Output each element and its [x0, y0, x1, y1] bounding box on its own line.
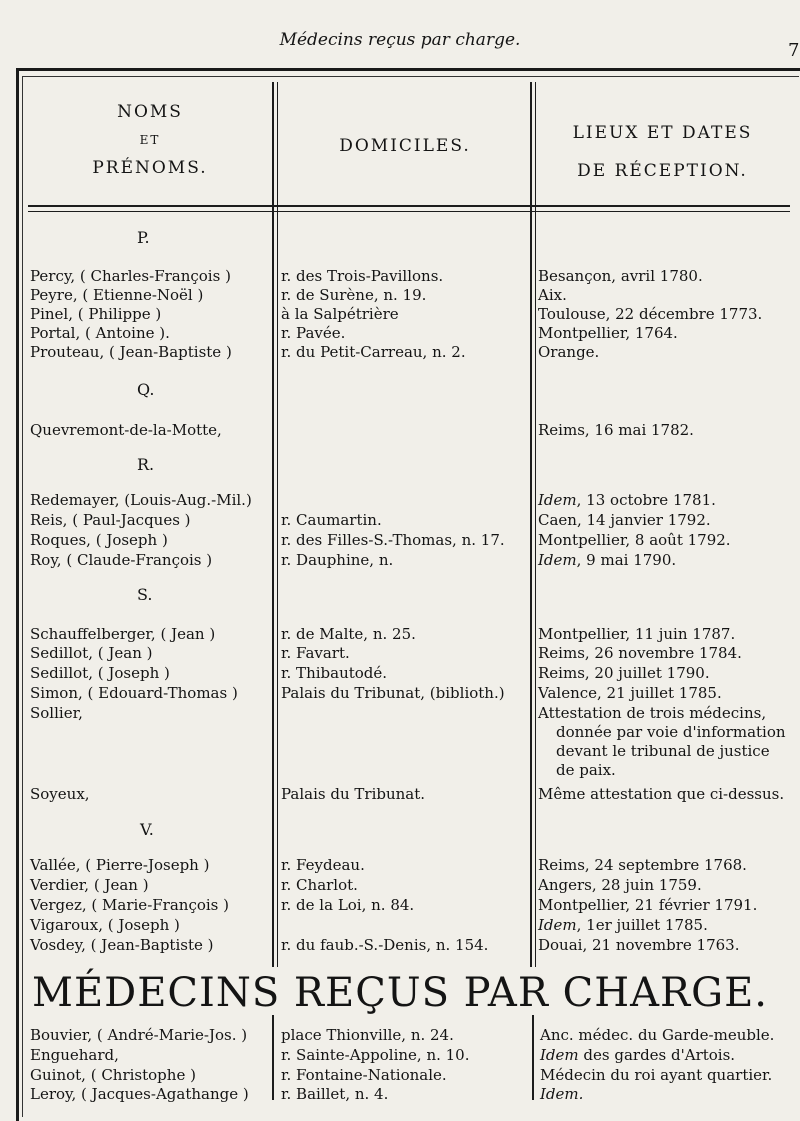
table-row — [0, 784, 800, 804]
charge-domicile: r. Baillet, n. 4. — [281, 1085, 389, 1103]
table-row — [0, 663, 800, 683]
entry-reception — [538, 915, 708, 935]
entry-domicile: r. Thibautodé. — [281, 664, 388, 682]
entry-name: Sedillot, ( Joseph ) — [30, 664, 170, 682]
entry-reception: Montpellier, 8 août 1792. — [538, 531, 731, 549]
entry-domicile: r. Charlot. — [281, 876, 358, 894]
idem-label: Idem — [538, 916, 577, 934]
table-row — [0, 683, 800, 703]
entry-name: Verdier, ( Jean ) — [30, 876, 149, 894]
charge-domicile: place Thionville, n. 24. — [281, 1026, 454, 1044]
idem-label: Idem — [538, 491, 577, 509]
entry-reception: Reims, 24 septembre 1768. — [538, 856, 747, 874]
idem-label: Idem. — [540, 1085, 584, 1103]
header-noms — [40, 98, 260, 182]
entry-reception — [538, 490, 716, 510]
entry-reception-continued: donnée par voie d'information — [556, 723, 786, 741]
entry-name: Quevremont-de-la-Motte, — [30, 421, 222, 439]
entry-domicile: r. du Petit-Carreau, n. 2. — [281, 343, 466, 361]
charge-name: Leroy, ( Jacques-Agathange ) — [30, 1085, 249, 1103]
entry-domicile: r. des Trois-Pavillons. — [281, 267, 444, 285]
entry-reception: Attestation de trois médecins, — [538, 704, 767, 722]
table-row — [0, 915, 800, 935]
entry-name: Sollier, — [30, 704, 83, 722]
entry-reception-continued: devant le tribunal de justice — [556, 742, 770, 760]
entry-reception: Reims, 20 juillet 1790. — [538, 664, 710, 682]
entry-name: Vosdey, ( Jean-Baptiste ) — [30, 936, 214, 954]
header-noms-line1: NOMS — [117, 102, 183, 122]
table-row — [0, 323, 800, 343]
table-row — [0, 285, 800, 305]
entry-domicile: r. de Surène, n. 19. — [281, 286, 427, 304]
table-row — [0, 420, 800, 440]
running-title: Médecins reçus par charge. — [279, 30, 521, 50]
entry-name: Sedillot, ( Jean ) — [30, 644, 153, 662]
entry-reception-text: , 13 octobre 1781. — [576, 491, 716, 509]
header-lieux-line1: LIEUX ET DATES — [572, 123, 753, 143]
entry-reception: Montpellier, 11 juin 1787. — [538, 625, 736, 643]
entry-reception: Toulouse, 22 décembre 1773. — [538, 305, 763, 323]
charge-row — [0, 1045, 800, 1065]
charge-name: Enguehard, — [30, 1046, 119, 1064]
letter-heading-s: S. — [137, 585, 153, 604]
entry-domicile: r. de Malte, n. 25. — [281, 625, 416, 643]
header-noms-line3: PRÉNOMS. — [92, 158, 208, 178]
table-row — [0, 722, 800, 742]
charge-office-text: des gardes d'Artois. — [578, 1046, 736, 1064]
idem-label: Idem — [540, 1046, 579, 1064]
entry-domicile: r. Favart. — [281, 644, 350, 662]
entry-domicile: r. Feydeau. — [281, 856, 365, 874]
entry-domicile: r. Dauphine, n. — [281, 551, 394, 569]
entry-name: Vallée, ( Pierre-Joseph ) — [30, 856, 210, 874]
entry-domicile: r. de la Loi, n. 84. — [281, 896, 415, 914]
charge-domicile: r. Fontaine-Nationale. — [281, 1066, 447, 1084]
entry-reception: Montpellier, 1764. — [538, 324, 678, 342]
table-row — [0, 624, 800, 644]
entry-domicile: r. Caumartin. — [281, 511, 382, 529]
entry-name: Reis, ( Paul-Jacques ) — [30, 511, 191, 529]
table-row — [0, 266, 800, 286]
letter-heading-v: V. — [140, 820, 154, 839]
entry-reception: Valence, 21 juillet 1785. — [538, 684, 722, 702]
entry-name: Roy, ( Claude-François ) — [30, 551, 213, 569]
table-row — [0, 741, 800, 761]
header-rule — [28, 205, 790, 207]
entry-name: Peyre, ( Etienne-Noël ) — [30, 286, 204, 304]
entry-name: Pinel, ( Philippe ) — [30, 305, 162, 323]
table-row — [0, 895, 800, 915]
table-row — [0, 703, 800, 723]
entry-reception-text: , 9 mai 1790. — [576, 551, 677, 569]
letter-heading-p: P. — [137, 228, 150, 247]
charge-row — [0, 1065, 800, 1085]
table-row — [0, 342, 800, 362]
header-rule-thin — [28, 211, 790, 212]
charge-office — [540, 1045, 735, 1065]
table-row — [0, 530, 800, 550]
letter-heading-q: Q. — [137, 380, 155, 399]
header-domiciles: DOMICILES. — [339, 136, 471, 156]
entry-name: Prouteau, ( Jean-Baptiste ) — [30, 343, 232, 361]
entry-name: Roques, ( Joseph ) — [30, 531, 168, 549]
letter-heading-r: R. — [137, 455, 155, 474]
header-lieux — [540, 114, 785, 190]
charge-office: Anc. médec. du Garde-meuble. — [540, 1026, 775, 1044]
table-row — [0, 510, 800, 530]
entry-reception: Caen, 14 janvier 1792. — [538, 511, 711, 529]
table-row — [0, 935, 800, 955]
entry-reception: Besançon, avril 1780. — [538, 267, 703, 285]
entry-domicile: r. du faub.-S.-Denis, n. 154. — [281, 936, 489, 954]
entry-reception: Reims, 16 mai 1782. — [538, 421, 694, 439]
charge-row — [0, 1025, 800, 1045]
charge-name: Bouvier, ( André-Marie-Jos. ) — [30, 1026, 248, 1044]
entry-name: Soyeux, — [30, 785, 90, 803]
section-title: MÉDECINS REÇUS PAR CHARGE. — [31, 970, 769, 1016]
table-row — [0, 643, 800, 663]
entry-name: Vigaroux, ( Joseph ) — [30, 916, 180, 934]
table-row — [0, 304, 800, 324]
entry-reception: Angers, 28 juin 1759. — [538, 876, 702, 894]
entry-reception: Reims, 26 novembre 1784. — [538, 644, 742, 662]
entry-domicile: Palais du Tribunat, (biblioth.) — [281, 684, 505, 702]
entry-name: Vergez, ( Marie-François ) — [30, 896, 229, 914]
charge-row — [0, 1084, 800, 1104]
table-row — [0, 760, 800, 780]
entry-reception: Douai, 21 novembre 1763. — [538, 936, 740, 954]
entry-domicile: à la Salpétrière — [281, 305, 399, 323]
charge-office: Médecin du roi ayant quartier. — [540, 1066, 773, 1084]
header-lieux-line2: DE RÉCEPTION. — [577, 161, 748, 181]
entry-reception-continued: de paix. — [556, 761, 616, 779]
entry-reception — [538, 550, 676, 570]
entry-name: Simon, ( Edouard-Thomas ) — [30, 684, 238, 702]
table-row — [0, 875, 800, 895]
entry-reception: Montpellier, 21 février 1791. — [538, 896, 758, 914]
header-noms-line2: ET — [139, 133, 161, 147]
entry-name: Portal, ( Antoine ). — [30, 324, 170, 342]
entry-reception: Même attestation que ci-dessus. — [538, 785, 785, 803]
entry-reception: Orange. — [538, 343, 600, 361]
charge-name: Guinot, ( Christophe ) — [30, 1066, 196, 1084]
entry-name: Schauffelberger, ( Jean ) — [30, 625, 216, 643]
entry-reception-text: , 1er juillet 1785. — [576, 916, 708, 934]
charge-domicile: r. Sainte-Appoline, n. 10. — [281, 1046, 470, 1064]
page-number: 7 — [788, 40, 800, 61]
table-row — [0, 855, 800, 875]
entry-domicile: Palais du Tribunat. — [281, 785, 426, 803]
entry-domicile: r. Pavée. — [281, 324, 346, 342]
entry-domicile: r. des Filles-S.-Thomas, n. 17. — [281, 531, 505, 549]
table-row — [0, 550, 800, 570]
entry-reception: Aix. — [538, 286, 567, 304]
idem-label: Idem — [538, 551, 577, 569]
entry-name: Percy, ( Charles-François ) — [30, 267, 231, 285]
charge-office — [540, 1084, 583, 1104]
entry-name: Redemayer, (Louis-Aug.-Mil.) — [30, 491, 252, 509]
table-row — [0, 490, 800, 510]
